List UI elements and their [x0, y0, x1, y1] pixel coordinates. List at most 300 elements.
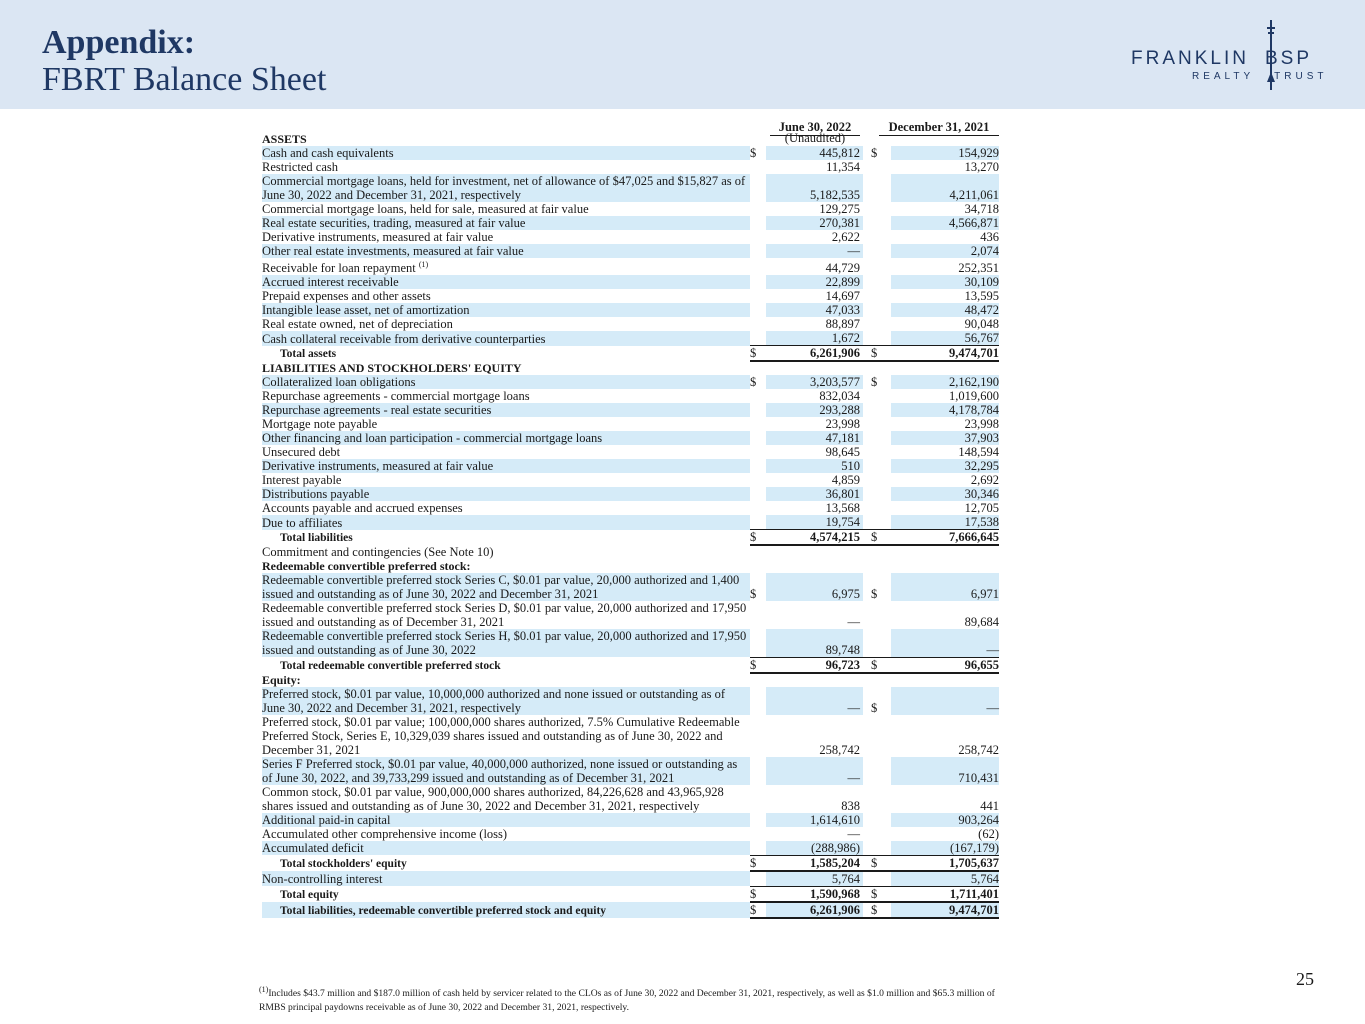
- table-row: [262, 275, 999, 289]
- value-dec-2021: 6,971: [891, 573, 999, 601]
- row-label-text: Receivable for loan repayment: [262, 261, 416, 276]
- row-label: [262, 417, 750, 431]
- value-dec-2021: 154,929: [891, 146, 999, 160]
- dollar-sign-dec: $: [863, 886, 891, 902]
- value-june-2022: 36,801: [766, 487, 863, 501]
- value-dec-2021: 1,019,600: [949, 389, 999, 404]
- dollar-sign-dec: [863, 132, 891, 146]
- dollar-sign-dec: $: [871, 587, 878, 602]
- value-dec-2021: —: [891, 629, 999, 657]
- dollar-sign-dec: [863, 785, 891, 813]
- dollar-sign-dec: [863, 473, 891, 487]
- table-row: [262, 375, 999, 389]
- value-june-2022: 838: [841, 798, 860, 813]
- value-dec-2021: (167,179): [891, 841, 999, 856]
- value-dec-2021: 710,431: [891, 757, 999, 785]
- row-label-text: Total liabilities: [280, 532, 353, 545]
- row-label: [262, 629, 750, 657]
- value-dec-2021: 56,767: [891, 331, 999, 346]
- value-june-2022: [766, 132, 863, 146]
- value-dec-2021: 34,718: [964, 202, 999, 216]
- table-row: [262, 146, 999, 160]
- value-dec-2021: 4,211,061: [891, 174, 999, 202]
- page-title: Appendix:: [42, 24, 196, 61]
- row-label: [262, 216, 750, 230]
- value-june-2022: 22,899: [766, 275, 863, 289]
- value-dec-2021: 30,109: [891, 275, 999, 289]
- row-label-text: Other financing and loan participation - commercial mortgage loans: [262, 431, 603, 446]
- value-june-2022: [766, 361, 863, 375]
- row-label-text: Equity:: [262, 672, 301, 687]
- value-dec-2021: [891, 673, 999, 687]
- value-june-2022: 14,697: [825, 289, 860, 304]
- row-label: [262, 715, 750, 757]
- value-june-2022: —: [847, 615, 860, 630]
- row-label-text: Unsecured debt: [262, 445, 341, 460]
- dollar-sign-june: $: [750, 346, 766, 362]
- row-label-text: Other real estate investments, measured at fair value: [262, 244, 524, 258]
- row-label-text: Derivative instruments, measured at fair value: [262, 459, 494, 474]
- dollar-sign-june: [750, 403, 766, 417]
- row-label: [262, 545, 750, 559]
- value-dec-2021: 30,346: [891, 487, 999, 501]
- row-label: [262, 515, 750, 530]
- total-row: [262, 530, 999, 546]
- logo-wordmark: [1131, 48, 1312, 70]
- dollar-sign-june: [750, 459, 766, 473]
- value-dec-2021: 903,264: [891, 813, 999, 827]
- row-label-text: Prepaid expenses and other assets: [262, 289, 431, 304]
- table-row: [262, 289, 999, 303]
- value-dec-2021: 13,595: [964, 289, 999, 304]
- dollar-sign-june: $: [750, 530, 766, 546]
- row-label: [262, 244, 750, 258]
- value-dec-2021: 90,048: [964, 317, 999, 332]
- dollar-sign-dec: [863, 673, 891, 687]
- dollar-sign-june: [750, 431, 766, 445]
- table-row: [262, 459, 999, 473]
- dollar-sign-june: [750, 785, 766, 813]
- dollar-sign-dec: [863, 403, 891, 417]
- dollar-sign-dec: [863, 445, 891, 459]
- dollar-sign-dec: $: [863, 530, 891, 546]
- dollar-sign-june: [750, 559, 766, 573]
- value-june-2022: —: [766, 757, 863, 785]
- dollar-sign-dec: [863, 459, 891, 473]
- row-label: [262, 275, 750, 289]
- section-header-row: [262, 559, 999, 573]
- dollar-sign-june: [750, 687, 766, 715]
- dollar-sign-june: [750, 629, 766, 657]
- row-label: [262, 601, 750, 629]
- footnote-marker: (1): [259, 985, 269, 994]
- table-row: [262, 445, 999, 459]
- row-label: [262, 487, 750, 501]
- row-label-text: Additional paid-in capital: [262, 812, 391, 827]
- value-june-2022: 89,748: [766, 629, 863, 657]
- dollar-sign-dec: [863, 331, 891, 346]
- dollar-sign-dec: $: [871, 700, 878, 715]
- footnote: [259, 983, 999, 1015]
- page-number: 25: [1296, 969, 1314, 989]
- dollar-sign-june: $: [750, 657, 766, 673]
- dollar-sign-june: [750, 331, 766, 346]
- dollar-sign-june: [750, 216, 766, 230]
- dollar-sign-dec: [863, 202, 891, 216]
- dollar-sign-dec: [863, 515, 891, 530]
- dollar-sign-june: [750, 545, 766, 559]
- row-label-text: Accrued interest receivable: [262, 275, 399, 290]
- dollar-sign-dec: [863, 303, 891, 317]
- value-june-2022: 510: [766, 459, 863, 473]
- value-june-2022: 47,181: [766, 431, 863, 445]
- value-june-2022: 11,354: [826, 160, 860, 174]
- row-label-text: Commercial mortgage loans, held for sale, measured at fair value: [262, 202, 589, 216]
- table-row: [262, 431, 999, 445]
- dollar-sign-dec: [863, 501, 891, 515]
- value-dec-2021: [891, 361, 999, 375]
- row-label: [262, 827, 750, 841]
- table-row: [262, 403, 999, 417]
- dollar-sign-dec: [863, 174, 891, 202]
- table-row: [262, 871, 999, 887]
- row-label-text: Preferred stock, $0.01 par value; 100,000,000 shares authorized, 7.5% Cumulative Redeemable Preferred Stock, Series E, 10,329,039 shares issued and outstanding as of June 30, 2022 and December 31, 2021: [262, 714, 740, 757]
- row-label-text: Redeemable convertible preferred stock Series H, $0.01 par value, 20,000 authorized and 17,950 issued and outstanding as of June 30, 2022: [262, 629, 747, 658]
- dollar-sign-june: [750, 715, 766, 757]
- row-label-text: Repurchase agreements - commercial mortgage loans: [262, 389, 530, 404]
- row-label-text: LIABILITIES AND STOCKHOLDERS' EQUITY: [262, 361, 522, 376]
- value-june-2022: [766, 559, 863, 573]
- footnote-ref: (1): [418, 260, 429, 269]
- dollar-sign-dec: $: [863, 902, 891, 918]
- table-row: [262, 813, 999, 827]
- value-dec-2021: 2,074: [891, 244, 999, 258]
- row-label: [262, 303, 750, 317]
- table-row: [262, 785, 999, 813]
- dollar-sign-june: [750, 174, 766, 202]
- table-row: [262, 841, 999, 856]
- dollar-sign-june: [750, 871, 766, 887]
- row-label: [262, 813, 750, 827]
- value-dec-2021: 48,472: [891, 303, 999, 317]
- table-row: [262, 389, 999, 403]
- value-dec-2021: 252,351: [958, 261, 999, 276]
- value-june-2022: [766, 545, 863, 559]
- value-june-2022: 832,034: [819, 389, 860, 404]
- row-label: [262, 886, 750, 902]
- dollar-sign-dec: [863, 841, 891, 856]
- row-label: [262, 389, 750, 403]
- dollar-sign-june: [750, 289, 766, 303]
- value-june-2022: 3,203,577: [766, 375, 863, 389]
- row-label-text: Redeemable convertible preferred stock Series D, $0.01 par value, 20,000 authorized and 17,950 issued and outstanding as of December 31, 2021: [262, 601, 747, 630]
- dollar-sign-june: $: [750, 886, 766, 902]
- value-dec-2021: 96,655: [891, 657, 999, 673]
- value-dec-2021: 1,711,401: [891, 886, 999, 902]
- value-june-2022: 23,998: [825, 417, 860, 432]
- dollar-sign-dec: [863, 487, 891, 501]
- dollar-sign-dec: [863, 258, 891, 275]
- row-label-text: Cash collateral receivable from derivative counterparties: [262, 331, 546, 346]
- row-label: [262, 687, 750, 715]
- table-row: [262, 417, 999, 431]
- logo-word-franklin: FRANKLIN: [1131, 48, 1249, 69]
- value-june-2022: 1,672: [766, 331, 863, 346]
- value-june-2022: —: [766, 687, 863, 715]
- dollar-sign-dec: [863, 559, 891, 573]
- header-band: [0, 0, 1365, 109]
- row-label-text: Non-controlling interest: [262, 872, 383, 887]
- value-june-2022: 44,729: [825, 261, 860, 276]
- section-header-row: [262, 673, 999, 687]
- row-label-text: Real estate owned, net of depreciation: [262, 317, 453, 332]
- franklin-bsp-logo: [1128, 20, 1350, 90]
- logo-subtitle: [1192, 71, 1328, 82]
- table-row: [262, 827, 999, 841]
- dollar-sign-dec: [863, 244, 891, 258]
- row-label-text: Mortgage note payable: [262, 417, 378, 432]
- row-label: [262, 657, 750, 673]
- value-dec-2021: 17,538: [891, 515, 999, 530]
- dollar-sign-june: $: [750, 587, 757, 602]
- dollar-sign-june: [750, 417, 766, 431]
- value-june-2022: 1,585,204: [766, 855, 863, 871]
- value-dec-2021: 148,594: [958, 445, 999, 460]
- value-dec-2021: 4,566,871: [891, 216, 999, 230]
- value-dec-2021: 258,742: [958, 742, 999, 757]
- row-label-text: Accounts payable and accrued expenses: [262, 501, 463, 516]
- value-june-2022: 2,622: [831, 230, 860, 244]
- table-row: [262, 473, 999, 487]
- row-label-text: Accumulated deficit: [262, 841, 364, 856]
- footnote-text: Includes $43.7 million and $187.0 million of cash held by servicer related to the CLOs as of June 30, 2022 and December 31, 2021, respectively, as well as $1.0 million and $65.3 million of RMBS principal paydowns receivable as of June 30, 2022 and December 31, 2021, respectively.: [259, 988, 995, 1014]
- dollar-sign-june: [750, 160, 766, 174]
- row-label-text: Total equity: [280, 888, 339, 901]
- section-header-row: [262, 132, 999, 146]
- value-june-2022: 47,033: [766, 303, 863, 317]
- row-label: [262, 331, 750, 346]
- row-label: [262, 132, 750, 146]
- dollar-sign-dec: [863, 813, 891, 827]
- dollar-sign-june: [750, 132, 766, 146]
- total-row: [262, 855, 999, 871]
- dollar-sign-dec: $: [863, 855, 891, 871]
- value-june-2022: 1,614,610: [766, 813, 863, 827]
- dollar-sign-dec: [863, 317, 891, 331]
- row-label-text: Restricted cash: [262, 160, 339, 174]
- row-label: [262, 174, 750, 202]
- dollar-sign-june: [750, 317, 766, 331]
- table-row: [262, 160, 999, 174]
- dollar-sign-dec: [863, 361, 891, 375]
- logo-word-bsp: BSP: [1264, 48, 1312, 69]
- dollar-sign-june: [750, 230, 766, 244]
- dollar-sign-dec: [863, 827, 891, 841]
- dollar-sign-june: [750, 827, 766, 841]
- row-label-text: Total assets: [280, 348, 337, 361]
- logo-sub-realty: REALTY: [1192, 71, 1255, 82]
- row-label-text: Intangible lease asset, net of amortization: [262, 303, 470, 318]
- value-dec-2021: (62): [978, 826, 999, 841]
- value-june-2022: 4,859: [831, 473, 860, 488]
- value-dec-2021: 37,903: [891, 431, 999, 445]
- value-june-2022: 6,261,906: [766, 346, 863, 362]
- total-row: [262, 657, 999, 673]
- dollar-sign-dec: [863, 601, 891, 629]
- dollar-sign-june: [750, 757, 766, 785]
- value-june-2022: 98,645: [825, 445, 860, 460]
- row-label: [262, 361, 750, 375]
- dollar-sign-june: [750, 673, 766, 687]
- row-label-text: Total liabilities, redeemable convertible preferred stock and equity: [280, 904, 607, 917]
- row-label: [262, 855, 750, 871]
- table-row: [262, 757, 999, 785]
- row-label: [262, 258, 750, 275]
- row-label: [262, 673, 750, 687]
- value-dec-2021: [891, 559, 999, 573]
- dollar-sign-june: [750, 445, 766, 459]
- logo-sub-trust: TRUST: [1274, 71, 1328, 82]
- row-label: [262, 403, 750, 417]
- table-row: [262, 601, 999, 629]
- dollar-sign-dec: $: [871, 146, 878, 160]
- dollar-sign-dec: $: [863, 657, 891, 673]
- table-row: [262, 202, 999, 216]
- value-dec-2021: 13,270: [964, 160, 999, 174]
- value-dec-2021: 436: [980, 230, 999, 244]
- value-dec-2021: 441: [980, 798, 999, 813]
- value-dec-2021: 12,705: [964, 501, 999, 516]
- row-label: [262, 202, 750, 216]
- value-june-2022: 1,590,968: [766, 886, 863, 902]
- row-label-text: Commitment and contingencies (See Note 10): [262, 545, 494, 560]
- value-dec-2021: —: [891, 687, 999, 715]
- dollar-sign-dec: $: [863, 346, 891, 362]
- row-label-text: ASSETS: [262, 132, 307, 146]
- dollar-sign-june: [750, 501, 766, 515]
- dollar-sign-dec: [863, 389, 891, 403]
- row-label-text: Real estate securities, trading, measured at fair value: [262, 216, 526, 230]
- dollar-sign-dec: [863, 160, 891, 174]
- row-label: [262, 346, 750, 362]
- value-dec-2021: [891, 132, 999, 146]
- dollar-sign-june: $: [750, 375, 757, 390]
- total-row: [262, 902, 999, 918]
- row-label-text: Repurchase agreements - real estate securities: [262, 403, 492, 418]
- row-label: [262, 230, 750, 244]
- table-row: [262, 715, 999, 757]
- row-label: [262, 160, 750, 174]
- column-subheader-unaudited: (Unaudited): [784, 131, 846, 145]
- row-label: [262, 445, 750, 459]
- section-header-row: [262, 361, 999, 375]
- value-june-2022: 445,812: [766, 146, 863, 160]
- dollar-sign-dec: [863, 629, 891, 657]
- row-label-text: Cash and cash equivalents: [262, 146, 394, 160]
- value-dec-2021: 2,692: [970, 473, 999, 488]
- row-label-text: Collateralized loan obligations: [262, 375, 416, 390]
- table-row: [262, 258, 999, 275]
- value-june-2022: 293,288: [766, 403, 863, 417]
- value-dec-2021: 9,474,701: [891, 346, 999, 362]
- row-label: [262, 501, 750, 515]
- row-label-text: Total stockholders' equity: [280, 857, 407, 870]
- row-label: [262, 375, 750, 389]
- dollar-sign-june: [750, 813, 766, 827]
- value-dec-2021: 23,998: [964, 417, 999, 432]
- table-row: [262, 545, 999, 559]
- total-row: [262, 346, 999, 362]
- row-label-text: Common stock, $0.01 par value, 900,000,000 shares authorized, 84,226,628 and 43,965,928 shares issued and outstanding as of June 30, 2022 and December 31, 2021, respectively: [262, 784, 724, 813]
- value-dec-2021: 4,178,784: [891, 403, 999, 417]
- row-label: [262, 431, 750, 445]
- dollar-sign-june: [750, 487, 766, 501]
- row-label: [262, 902, 750, 918]
- value-june-2022: (288,986): [766, 841, 863, 856]
- table-row: [262, 244, 999, 258]
- value-june-2022: 96,723: [766, 657, 863, 673]
- value-dec-2021: 9,474,701: [891, 902, 999, 918]
- row-label-text: Redeemable convertible preferred stock Series C, $0.01 par value, 20,000 authorized and 1,400 issued and outstanding as of June 30, 2022 and December 31, 2021: [262, 573, 740, 602]
- table-row: [262, 303, 999, 317]
- row-label: [262, 317, 750, 331]
- column-header-june-2022: June 30, 2022: [770, 120, 860, 136]
- table-row: [262, 573, 999, 601]
- dollar-sign-june: [750, 515, 766, 530]
- value-june-2022: 270,381: [766, 216, 863, 230]
- value-dec-2021: 32,295: [891, 459, 999, 473]
- dollar-sign-june: [750, 275, 766, 289]
- column-header-dec-2021: December 31, 2021: [879, 120, 999, 136]
- total-row: [262, 886, 999, 902]
- table-row: [262, 501, 999, 515]
- dollar-sign-june: [750, 303, 766, 317]
- row-label: [262, 757, 750, 785]
- value-june-2022: 88,897: [825, 317, 860, 332]
- row-label: [262, 146, 750, 160]
- row-label: [262, 473, 750, 487]
- value-dec-2021: [891, 545, 999, 559]
- value-june-2022: 258,742: [819, 742, 860, 757]
- dollar-sign-june: $: [750, 146, 757, 160]
- value-dec-2021: 7,666,645: [891, 530, 999, 546]
- dollar-sign-dec: [863, 417, 891, 431]
- row-label-text: Total redeemable convertible preferred stock: [280, 659, 501, 672]
- dollar-sign-june: [750, 244, 766, 258]
- row-label-text: Distributions payable: [262, 487, 370, 502]
- row-label: [262, 841, 750, 856]
- dollar-sign-dec: [863, 275, 891, 289]
- table-row: [262, 317, 999, 331]
- value-dec-2021: 1,705,637: [891, 855, 999, 871]
- value-june-2022: —: [847, 826, 860, 841]
- dollar-sign-dec: [863, 871, 891, 887]
- value-june-2022: 6,261,906: [766, 902, 863, 918]
- value-dec-2021: 5,764: [891, 871, 999, 887]
- page-subtitle: FBRT Balance Sheet: [42, 61, 327, 98]
- dollar-sign-dec: [863, 545, 891, 559]
- dollar-sign-june: [750, 389, 766, 403]
- table-row: [262, 174, 999, 202]
- table-row: [262, 216, 999, 230]
- row-label-text: Interest payable: [262, 473, 342, 488]
- dollar-sign-dec: [863, 431, 891, 445]
- row-label: [262, 459, 750, 473]
- dollar-sign-june: [750, 473, 766, 487]
- table-row: [262, 487, 999, 501]
- dollar-sign-dec: [863, 757, 891, 785]
- value-june-2022: —: [766, 244, 863, 258]
